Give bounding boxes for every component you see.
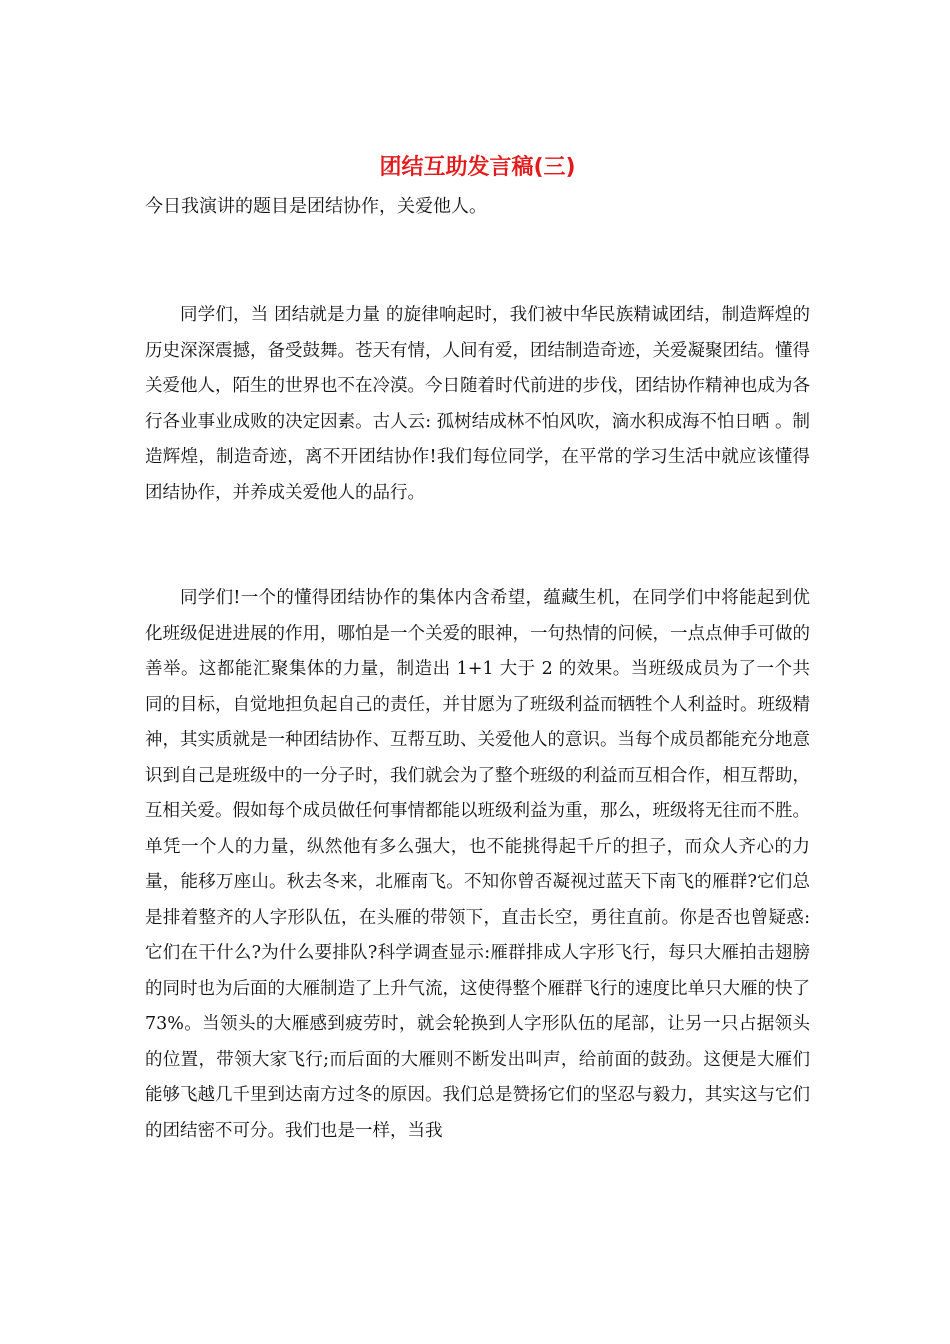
- intro-line: 今日我演讲的题目是团结协作，关爱他人。: [145, 196, 487, 217]
- paragraph-1: 同学们，当 团结就是力量 的旋律响起时，我们被中华民族精诚团结，制造辉煌的历史深深震撼，备受鼓舞。苍天有情，人间有爱，团结制造奇迹，关爱凝聚团结。懂得关爱他人，陌生的世界也不在冷漠。今日随着时代前进的步伐，团结协作精神也成为各行各业事业成败的决定因素。古人云: 孤树结成林不怕风吹，滴水积成海不怕日晒 。制造辉煌，制造奇迹，离不开团结协作!我们每位同学，在平常的学习生活中就应该懂得团结协作，并养成关爱他人的品行。: [145, 305, 810, 503]
- document-page: [145, 150, 810, 1149]
- document-title: 团结互助发言稿(三): [379, 155, 576, 180]
- paragraph-2: 同学们!一个的懂得团结协作的集体内含希望，蕴藏生机，在同学们中将能起到优化班级促进进展的作用，哪怕是一个关爱的眼神，一句热情的问候，一点点伸手可做的善举。这都能汇聚集体的力量，制造出 1+1 大于 2 的效果。当班级成员为了一个共同的目标，自觉地担负起自己的责任，并甘愿为了班级利益而牺牲个人利益时。班级精神，其实质就是一种团结协作、互帮互助、关爱他人的意识。当每个成员都能充分地意识到自己是班级中的一分子时，我们就会为了整个班级的利益而互相合作，相互帮助，互相关爱。假如每个成员做任何事情都能以班级利益为重，那么，班级将无往而不胜。单凭一个人的力量，纵然他有多么强大，也不能挑得起千斤的担子，而众人齐心的力量，能移万座山。秋去冬来，北雁南飞。不知你曾否凝视过蓝天下南飞的雁群?它们总是排着整齐的人字形队伍，在头雁的带领下，直击长空，勇往直前。你是否也曾疑惑:它们在干什么?为什么要排队?科学调查显示:雁群排成人字形飞行，每只大雁拍击翅膀的同时也为后面的大雁制造了上升气流，这使得整个雁群飞行的速度比单只大雁的快了 73%。当领头的大雁感到疲劳时，就会轮换到人字形队伍的尾部，让另一只占据领头的位置，带领大家飞行;而后面的大雁则不断发出叫声，给前面的鼓劲。这便是大雁们能够飞越几千里到达南方过冬的原因。我们总是赞扬它们的坚忍与毅力，其实这与它们的团结密不可分。我们也是一样，当我: [145, 588, 810, 1141]
